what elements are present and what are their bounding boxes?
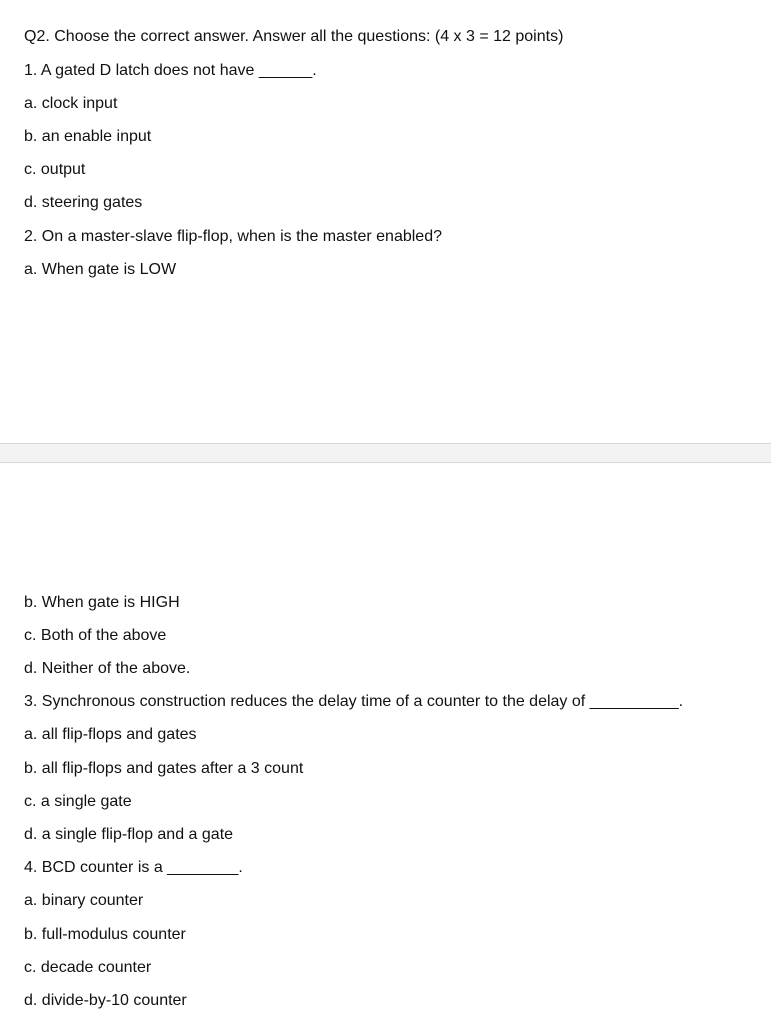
question-4-option-c: c. decade counter bbox=[24, 959, 152, 976]
question-2-stem: 2. On a master-slave flip-flop, when is the master enabled? bbox=[24, 228, 442, 245]
question-3-option-c: c. a single gate bbox=[24, 793, 132, 810]
document-page-top bbox=[0, 0, 771, 443]
question-1-option-a: a. clock input bbox=[24, 95, 118, 112]
question-2-option-b: b. When gate is HIGH bbox=[24, 594, 180, 611]
question-4-option-b: b. full-modulus counter bbox=[24, 926, 186, 943]
document-page-bottom bbox=[0, 463, 771, 1024]
question-header: Q2. Choose the correct answer. Answer all the questions: (4 x 3 = 12 points) bbox=[24, 28, 564, 45]
question-1-option-d: d. steering gates bbox=[24, 194, 143, 211]
question-3-stem: 3. Synchronous construction reduces the delay time of a counter to the delay of __________. bbox=[24, 693, 684, 710]
question-3-option-a: a. all flip-flops and gates bbox=[24, 726, 197, 743]
page-break-strip bbox=[0, 443, 771, 463]
question-1-stem: 1. A gated D latch does not have ______. bbox=[24, 62, 317, 79]
question-1-option-c: c. output bbox=[24, 161, 86, 178]
question-2-option-a: a. When gate is LOW bbox=[24, 261, 177, 278]
question-4-option-d: d. divide-by-10 counter bbox=[24, 992, 187, 1009]
question-3-option-d: d. a single flip-flop and a gate bbox=[24, 826, 234, 843]
question-2-option-c: c. Both of the above bbox=[24, 627, 167, 644]
question-2-option-d: d. Neither of the above. bbox=[24, 660, 191, 677]
question-4-stem: 4. BCD counter is a ________. bbox=[24, 859, 243, 876]
question-1-option-b: b. an enable input bbox=[24, 128, 152, 145]
question-4-option-a: a. binary counter bbox=[24, 892, 144, 909]
question-3-option-b: b. all flip-flops and gates after a 3 count bbox=[24, 760, 304, 777]
